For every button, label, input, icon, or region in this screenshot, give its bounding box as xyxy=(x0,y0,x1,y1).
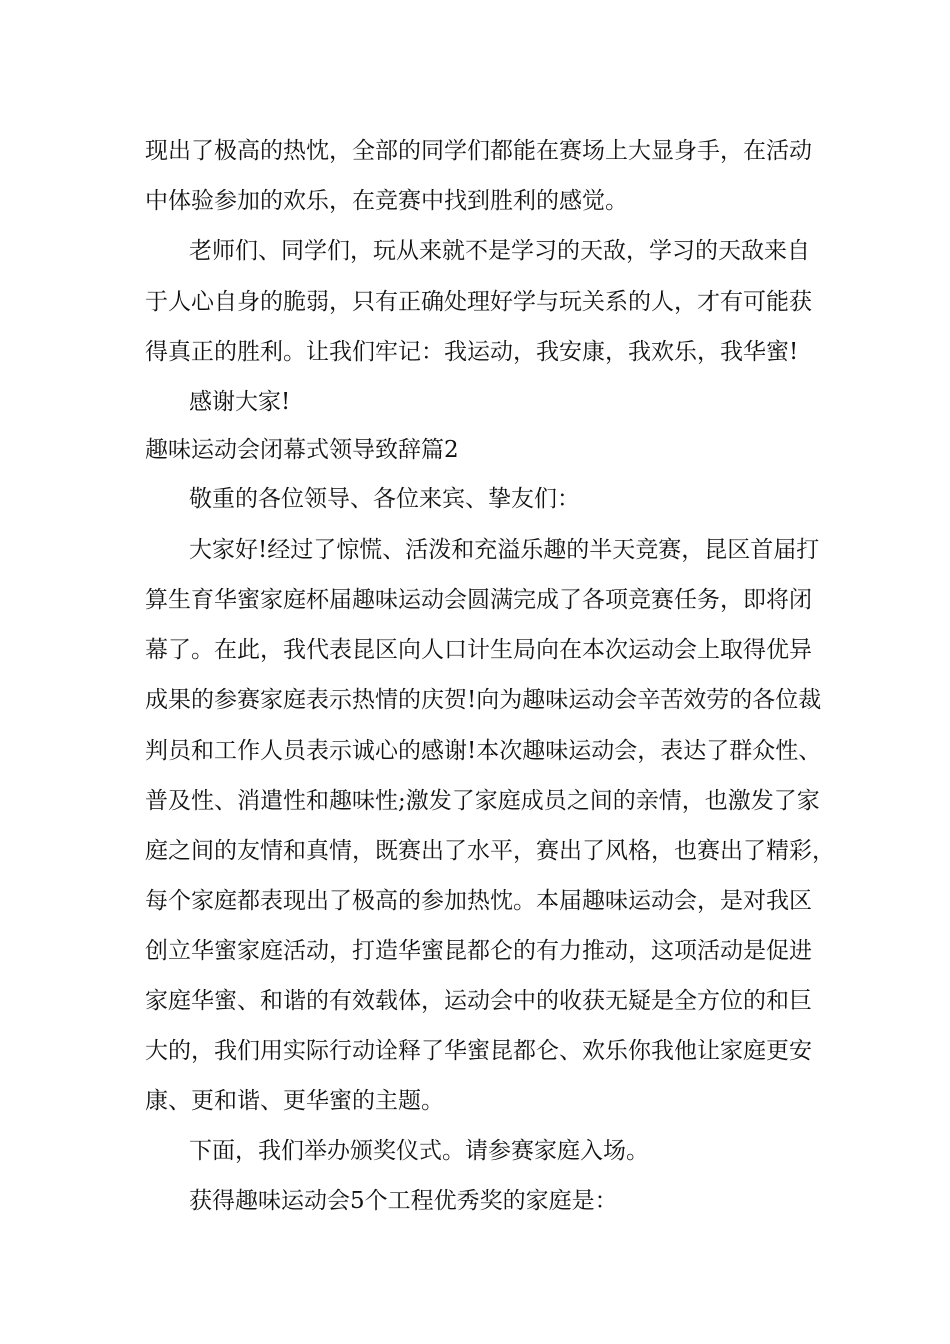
text-line: 康、更和谐、更华蜜的主题。 xyxy=(145,1088,444,1114)
text-line: 现出了极高的热忱，全部的同学们都能在赛场上大显身手，在活动 xyxy=(145,138,812,164)
paragraph-start: 获得趣味运动会5个工程优秀奖的家庭是： xyxy=(189,1188,618,1214)
text-line: 每个家庭都表现出了极高的参加热忱。本届趣味运动会，是对我区 xyxy=(145,888,812,914)
text-line: 创立华蜜家庭活动，打造华蜜昆都仑的有力推动，这项活动是促进 xyxy=(145,938,812,964)
text-line: 成果的参赛家庭表示热情的庆贺!向为趣味运动会辛苦效劳的各位裁 xyxy=(145,687,822,713)
paragraph-start: 大家好!经过了惊慌、活泼和充溢乐趣的半天竞赛，昆区首届打 xyxy=(189,537,820,563)
paragraph-start: 老师们、同学们，玩从来就不是学习的天敌，学习的天敌来自 xyxy=(189,238,810,264)
text-line: 得真正的胜利。让我们牢记：我运动，我安康，我欢乐，我华蜜! xyxy=(145,339,799,365)
salutation: 敬重的各位领导、各位来宾、挚友们： xyxy=(189,486,580,512)
text-line: 于人心自身的脆弱，只有正确处理好学与玩关系的人，才有可能获 xyxy=(145,289,812,315)
text-line: 算生育华蜜家庭杯届趣味运动会圆满完成了各项竞赛任务，即将闭 xyxy=(145,587,812,613)
text-line: 大的，我们用实际行动诠释了华蜜昆都仑、欢乐你我他让家庭更安 xyxy=(145,1038,812,1064)
text-line: 中体验参加的欢乐，在竞赛中找到胜利的感觉。 xyxy=(145,188,628,214)
text-line: 幕了。在此，我代表昆区向人口计生局向在本次运动会上取得优异 xyxy=(145,637,812,663)
text-line: 家庭华蜜、和谐的有效载体，运动会中的收获无疑是全方位的和巨 xyxy=(145,988,812,1014)
text-line: 普及性、消遣性和趣味性;激发了家庭成员之间的亲情，也激发了家 xyxy=(145,788,820,814)
text-line: 判员和工作人员表示诚心的感谢!本次趣味运动会，表达了群众性、 xyxy=(145,738,822,764)
section-heading: 趣味运动会闭幕式领导致辞篇2 xyxy=(145,437,459,463)
paragraph-start: 感谢大家! xyxy=(189,389,291,415)
paragraph-start: 下面，我们举办颁奖仪式。请参赛家庭入场。 xyxy=(189,1138,649,1164)
text-line: 庭之间的友情和真情，既赛出了水平，赛出了风格，也赛出了精彩， xyxy=(145,838,835,864)
